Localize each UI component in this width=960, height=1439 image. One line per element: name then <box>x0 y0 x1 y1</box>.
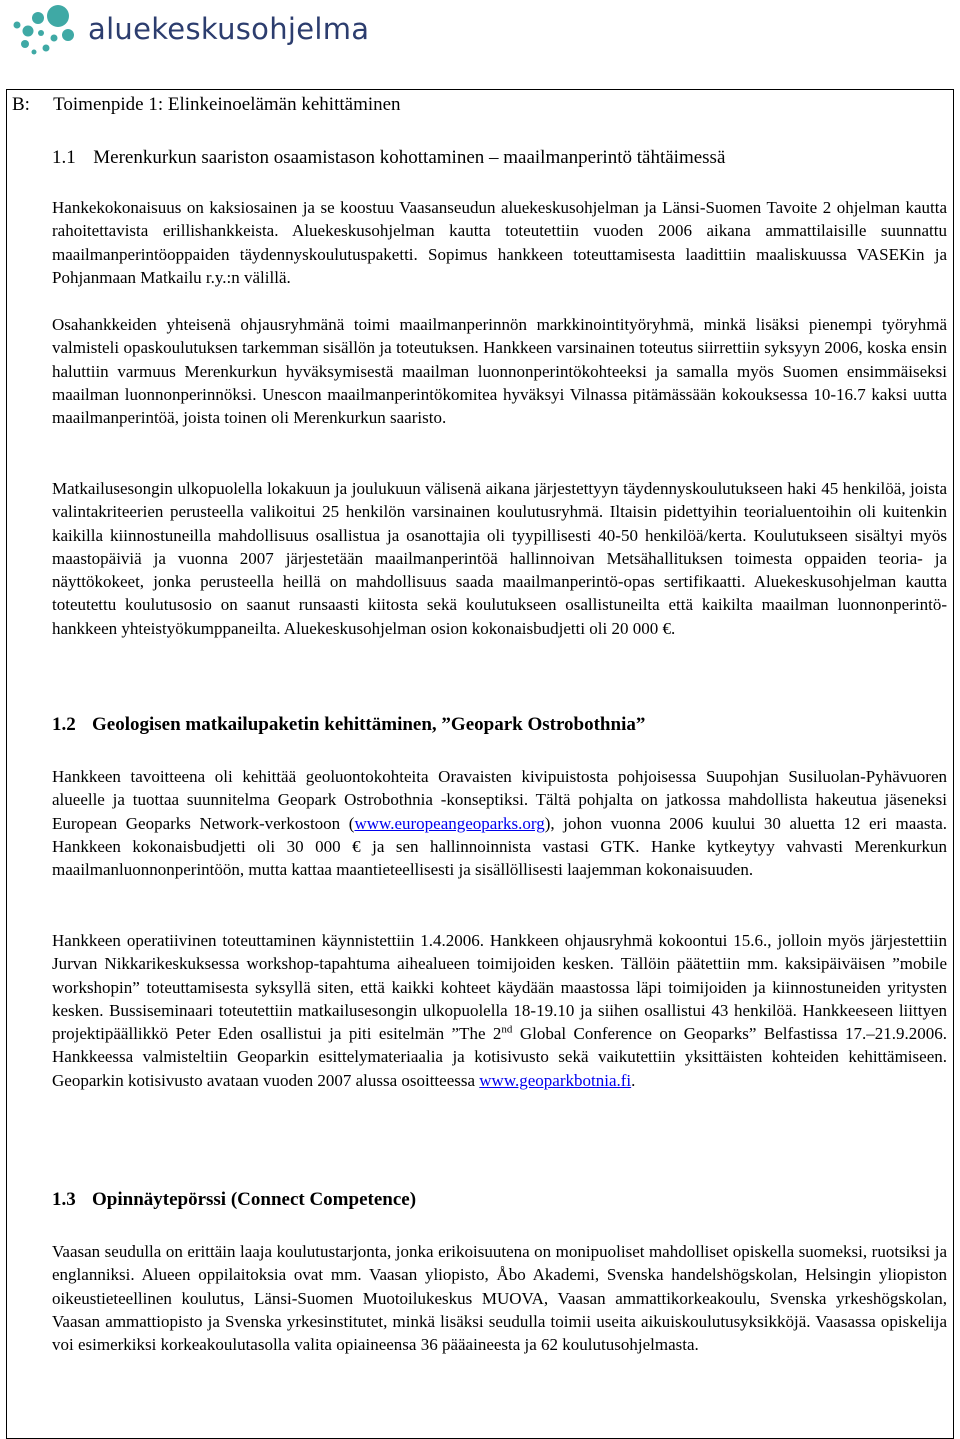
section-title: Toimenpide 1: Elinkeinoelämän kehittäminen <box>53 94 401 115</box>
sub1-paragraph-3: Matkailusesongin ulkopuolella lokakuun ja joulukuun välisenä aikana järjestettyyn täydennyskoulutukseen haki 45 henkilöä, joista valintakriteerien perusteella valikoitui 25 henkilön varsinainen koulutusryhmä. Iltaisin pidettyihin teorialuentoihin oli kuitenkin kaikilla kiinnostuneilla mahdollisuus osallistua ja osanottajia oli tyypillisesti 40-50 henkilöä/kerta. Koulutukseen sisältyi myös maastopäiviä ja vuonna 2007 järjestetään maailmanperintöä hallinnoivan Metsähallituksen toimesta oppaiden teoria- ja näyttökokeet, jonka perusteella heillä on mahdollisuus saada maailmanperintö-opas sertifikaatti. Aluekeskusohjelman kautta toteutettu koulutusosio on saanut runsaasti kiitosta sekä koulutukseen osallistuneilta että kaikilta maailman luonnonperintö-hankkeen yhteistyökumppaneilta. Aluekeskusohjelman osion kokonaisbudjetti oli 20 000 €. <box>52 479 947 638</box>
section-label: B: <box>12 94 30 115</box>
sub3-number: 1.3 <box>52 1189 76 1210</box>
sub1-paragraph-2: Osahankkeiden yhteisenä ohjausryhmänä toimi maailmanperinnön markkinointityöryhmä, minkä lisäksi pienempi työryhmä valmisteli opaskoulutuksen tarkemman sisällön ja toteutuksen. Hankkeen varsinainen toteutus siirrettiin syksyyn 2006, koska ensin haluttiin varmuus Merenkurkun hyväksymisestä maailman luonnonperintökohteeksi ja samalla myös Suomen ensimmäiseksi maailman luonnonperinnöksi. Unescon maailmanperintökomitea hyväksyi Vilnassa pitämässään kokouksessa 10-16.7 kaksi uutta maailmanperintöä, joista toinen oli Merenkurkun saaristo. <box>52 315 947 428</box>
sub1-number: 1.1 <box>52 147 76 168</box>
europeangeoparks-link[interactable]: www.europeangeoparks.org <box>354 813 545 833</box>
sub3-heading <box>52 1189 416 1211</box>
sub2-paragraph-2 <box>52 929 947 1092</box>
sub1-title: Merenkurkun saariston osaamistason kohottaminen – maailmanperintö tähtäimessä <box>93 147 726 168</box>
sub1-paragraph-1: Hankekokonaisuus on kaksiosainen ja se koostuu Vaasanseudun aluekeskusohjelman ja Länsi-Suomen Tavoite 2 ohjelman kautta rahoitettavista erillishankkeista. Aluekeskusohjelman kautta toteutettiin vuoden 2006 aikana ammattilaisille suunnattu maailmanperintöoppaiden täydennyskoulutuspaketti. Sopimus hankkeen toteuttamisesta laadittiin maaliskuussa VASEKin ja Pohjanmaan Matkailu r.y.:n välillä. <box>52 198 947 287</box>
sub2-heading <box>52 714 645 736</box>
sub2-p2-text-a: Hankkeen operatiivinen toteuttaminen käynnistettiin 1.4.2006. Hankkeen ohjausryhmä kokoontui 15.6., jolloin myös järjestettiin Jurvan Nikkarikeskuksessa workshop-tapahtuma aihealueen toimijoiden kesken. Tällöin päätettiin mm. kaksipäiväisen ”mobile workshopin” toteuttamisesta syksyllä siten, että kaikki kohteet käydään maastossa läpi toimijoiden ja kiinnostuneiden yritysten kesken. Bussiseminaari toteutettiin matkailusesongin ulkopuolella 18-19.10 ja siihen osallistui 43 henkilöä. Hankkeeseen liittyen projektipäällikkö Peter Eden osallistui ja piti esitelmän ”The 2 <box>52 931 947 1044</box>
sub3-paragraph-1: Vaasan seudulla on erittäin laaja koulutustarjonta, jonka erikoisuutena on monipuoliset mahdolliset opiskella suomeksi, ruotsiksi ja englanniksi. Alueen oppilaitoksia ovat mm. Vaasan yliopisto, Åbo Akademi, Svenska handelshögskolan, Helsingin yliopiston oikeustieteellinen koulutus, Länsi-Suomen Muotoilukeskus MUOVA, Vaasan ammattikorkeakoulu, Svenska yrkeshögskolan, Vaasan ammattiopisto ja Svenska yrkesinstitutet, minkä lisäksi seudulla toimii useita aikuiskoulutusyksikköjä. Vaasassa opiskelija voi esimerkiksi korkeakoulutasolla valita opiaineensa 36 pääaineesta ja 62 koulutusohjelmasta. <box>52 1242 947 1355</box>
sub2-p2-text-c: . <box>631 1070 636 1090</box>
sub2-title: Geologisen matkailupaketin kehittäminen, ”Geopark Ostrobothnia” <box>92 714 646 735</box>
sub3-title: Opinnäytepörssi (Connect Competence) <box>92 1189 417 1210</box>
logo <box>8 0 368 62</box>
logo-text: aluekeskusohjelma <box>88 12 370 46</box>
logo-mark-icon <box>8 2 82 60</box>
superscript-nd: nd <box>501 1023 513 1036</box>
content-frame <box>6 89 954 1439</box>
geoparkbotnia-link[interactable]: www.geoparkbotnia.fi <box>479 1070 632 1090</box>
sub2-p1-text-b: ), johon vuonna 2006 kuului 30 aluetta 12 eri maasta. Hankkeen kokonaisbudjetti oli 30 000 € ja sen hallinnoinnista vastasi GTK. Hanke kytkeytyy vahvasti Merenkurkun maailmanluonnonperintöön, mutta kattaa maantieteellisesti ja sisällöllisesti laajemman kokonaisuuden. <box>52 813 948 880</box>
sub1-heading <box>52 147 725 169</box>
sub2-p1-text-a: Hankkeen tavoitteena oli kehittää geoluontokohteita Oravaisten kivipuistosta pohjoisessa Suupohjan Susiluolan-Pyhävuoren alueelle ja tuottaa suunnitelma Geopark Ostrobothnia -konseptiksi. Tältä pohjalta on jatkossa mahdollista hakeutua jäseneksi European Geoparks Network-verkostoon ( <box>52 767 947 833</box>
section-heading <box>12 94 401 116</box>
sub2-number: 1.2 <box>52 714 76 735</box>
sub2-p2-text-b: Global Conference on Geoparks” Belfastissa 17.–21.9.2006. Hankkeessa valmisteltiin Geoparkin esittelymateriaalia ja kotisivusto sekä vaikutettiin yksittäisten kohteiden kehittämiseen. Geoparkin kotisivusto avataan vuoden 2007 alussa osoitteessa <box>52 1024 947 1090</box>
sub2-paragraph-1 <box>52 765 947 881</box>
